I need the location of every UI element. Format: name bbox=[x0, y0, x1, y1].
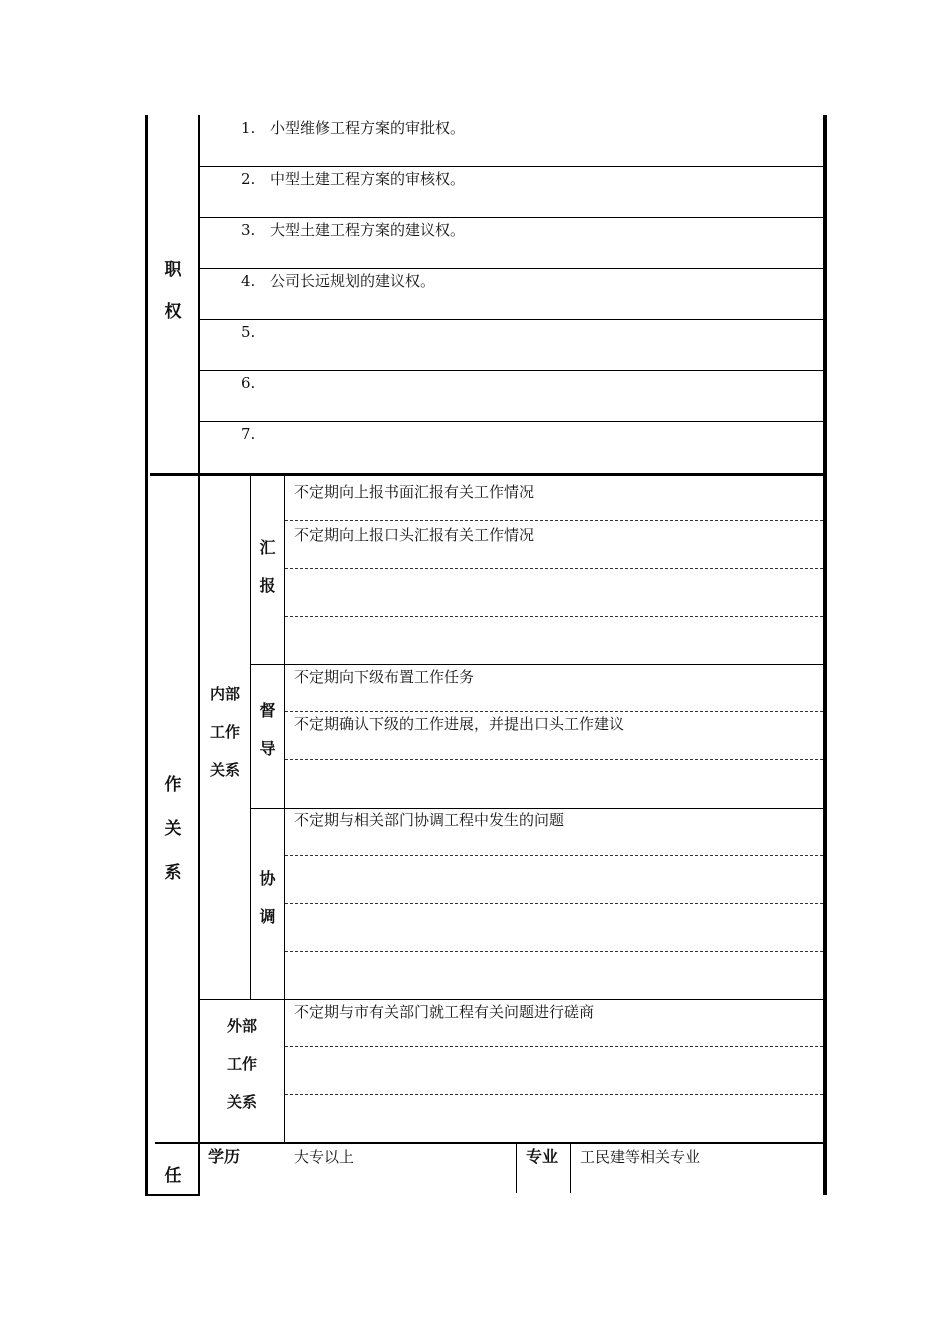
report-line-divider bbox=[285, 520, 823, 521]
external-line-divider bbox=[285, 1046, 823, 1047]
coordinate-line-divider bbox=[285, 903, 823, 904]
authority-item-number: 7. bbox=[241, 425, 256, 443]
authority-item-number: 4. bbox=[241, 272, 256, 290]
authority-item-number: 2. bbox=[241, 170, 256, 188]
report-line-divider bbox=[285, 568, 823, 569]
external-relations-label bbox=[200, 1015, 284, 1112]
supervise-line-divider bbox=[285, 711, 823, 712]
coordinate-label-char: 协 bbox=[259, 869, 276, 888]
authority-item-text: 大型土建工程方案的建议权。 bbox=[270, 221, 466, 239]
supervise-line: 不定期确认下级的工作进展，并提出口头工作建议 bbox=[294, 715, 625, 733]
authority-row-separator bbox=[200, 421, 823, 422]
supervise-line-divider bbox=[285, 759, 823, 760]
education-value: 大专以上 bbox=[294, 1148, 355, 1166]
supervise-label bbox=[251, 698, 284, 759]
authority-row-separator bbox=[200, 217, 823, 218]
external-line: 不定期与市有关部门就工程有关问题进行磋商 bbox=[294, 1003, 595, 1021]
report-line-divider bbox=[285, 616, 823, 617]
authority-item-number: 5. bbox=[241, 323, 256, 341]
relations-label-char-1: 作 bbox=[164, 775, 182, 795]
group-separator bbox=[251, 808, 823, 809]
qualification-divider bbox=[570, 1143, 571, 1193]
major-label: 专业 bbox=[526, 1147, 559, 1166]
external-label-line: 外部 bbox=[226, 1017, 257, 1035]
internal-label-line: 内部 bbox=[209, 685, 240, 703]
authority-item-text: 中型土建工程方案的审核权。 bbox=[270, 170, 466, 188]
report-label bbox=[251, 535, 284, 596]
authority-item-number: 3. bbox=[241, 221, 256, 239]
relations-label-char-2: 关 bbox=[164, 819, 182, 839]
authority-item-number: 1. bbox=[241, 119, 256, 137]
report-line: 不定期向上报口头汇报有关工作情况 bbox=[294, 526, 535, 544]
coordinate-label-char: 调 bbox=[259, 907, 276, 926]
supervise-label-char: 导 bbox=[259, 739, 276, 758]
report-line: 不定期向上报书面汇报有关工作情况 bbox=[294, 483, 535, 501]
supervise-label-char: 督 bbox=[259, 701, 276, 720]
internal-relations-label bbox=[200, 683, 250, 780]
authority-item-text: 公司长远规划的建议权。 bbox=[270, 272, 436, 290]
supervise-line: 不定期向下级布置工作任务 bbox=[294, 668, 475, 686]
authority-label-char-1: 职 bbox=[164, 260, 182, 280]
relations-section-label bbox=[150, 770, 196, 883]
external-line-divider bbox=[285, 1094, 823, 1095]
coordinate-label bbox=[251, 866, 284, 927]
major-value: 工民建等相关专业 bbox=[580, 1148, 701, 1166]
external-label-line: 关系 bbox=[226, 1093, 257, 1111]
authority-item-number: 6. bbox=[241, 374, 256, 392]
coordinate-line-divider bbox=[285, 855, 823, 856]
coordinate-line-divider bbox=[285, 951, 823, 952]
internal-label-line: 关系 bbox=[209, 761, 240, 779]
report-label-char: 汇 bbox=[259, 538, 276, 557]
group-separator bbox=[251, 664, 823, 665]
relations-label-char-3: 系 bbox=[164, 863, 182, 883]
qualification-section-separator bbox=[155, 1142, 823, 1144]
authority-row-separator bbox=[200, 166, 823, 167]
education-label: 学历 bbox=[208, 1147, 241, 1166]
authority-row-separator bbox=[200, 319, 823, 320]
authority-row-separator bbox=[200, 370, 823, 371]
authority-item-text: 小型维修工程方案的审批权。 bbox=[270, 119, 466, 137]
authority-section-label bbox=[150, 255, 196, 322]
coordinate-line: 不定期与相关部门协调工程中发生的问题 bbox=[294, 811, 565, 829]
external-label-line: 工作 bbox=[226, 1055, 257, 1073]
group-separator bbox=[200, 999, 823, 1000]
table-right-border bbox=[823, 115, 827, 1195]
qualification-divider bbox=[516, 1143, 517, 1193]
table-left-border bbox=[145, 115, 148, 1195]
table-bottom-left-line bbox=[145, 1194, 200, 1196]
internal-label-line: 工作 bbox=[209, 723, 240, 741]
report-label-char: 报 bbox=[259, 576, 276, 595]
authority-row-separator bbox=[200, 268, 823, 269]
qualification-label: 任 bbox=[164, 1166, 182, 1186]
authority-label-char-2: 权 bbox=[164, 302, 182, 322]
